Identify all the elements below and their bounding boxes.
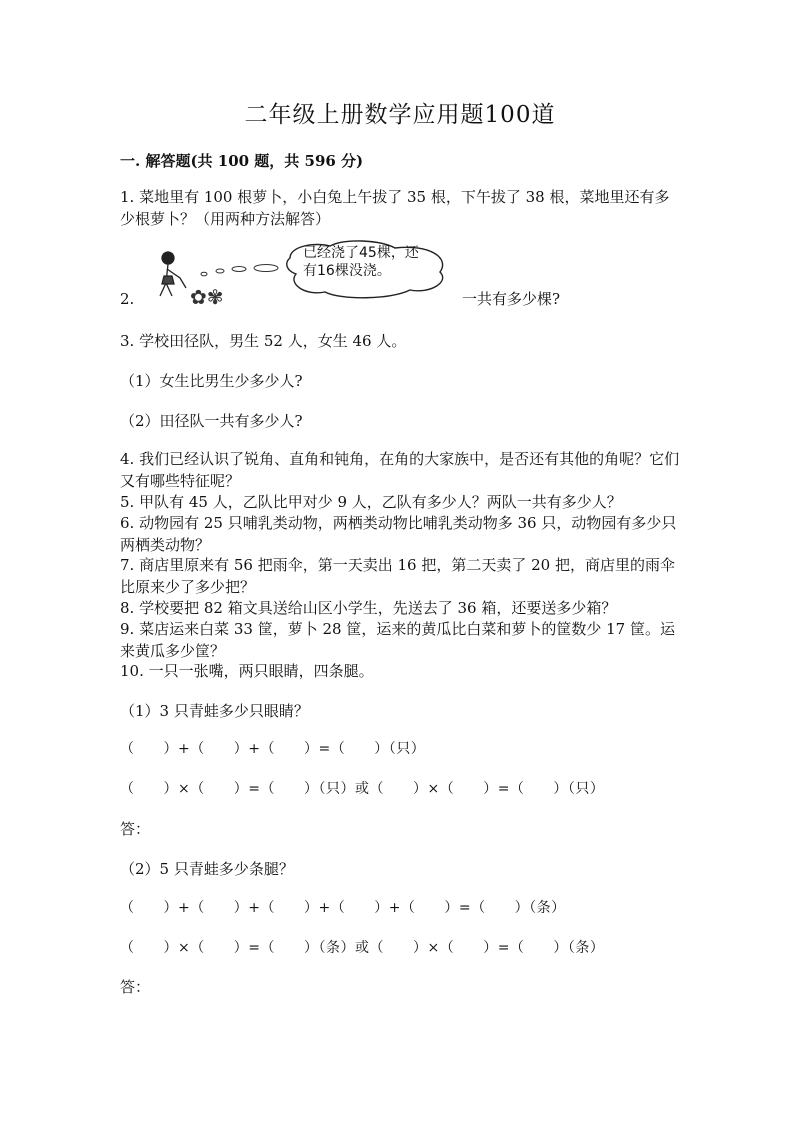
question-9: 9. 菜店运来白菜 33 筐，萝卜 28 筐，运来的黄瓜比白菜和萝卜的筐数少 17 筐。运来黄瓜多少筐？ bbox=[120, 620, 675, 660]
question-10-part-1: （1）3 只青蛙多少只眼睛？ bbox=[120, 702, 309, 720]
girl-figure-icon bbox=[160, 252, 186, 296]
svg-text:✿✾: ✿✾ bbox=[190, 285, 224, 309]
equation-2-multiplication: （ ）×（ ）=（ ）（条）或（ ）×（ ）=（ ）（条） bbox=[120, 940, 605, 956]
question-2-number: 2. bbox=[120, 290, 135, 308]
equation-2-addition: （ ）+（ ）+（ ）+（ ）+（ ）=（ ）（条） bbox=[120, 900, 566, 916]
section-heading: 一. 解答题(共 100 题，共 596 分) bbox=[120, 152, 364, 170]
question-3: 3. 学校田径队，男生 52 人，女生 46 人。 bbox=[120, 332, 407, 350]
question-1: 1. 菜地里有 100 根萝卜，小白兔上午拔了 35 根，下午拔了 38 根，菜地里还有多少根萝卜？（用两种方法解答） bbox=[120, 188, 670, 228]
question-4: 4. 我们已经认识了锐角、直角和钝角，在角的大家族中，是否还有其他的角呢？它们又有哪些特征呢？ bbox=[120, 450, 680, 490]
question-3-part-2: （2）田径队一共有多少人? bbox=[120, 412, 303, 430]
flowers-icon bbox=[190, 285, 224, 309]
question-5: 5. 甲队有 45 人，乙队比甲对少 9 人，乙队有多少人？两队一共有多少人？ bbox=[120, 493, 622, 511]
bubble-line-1: 已经浇了45棵，还 bbox=[303, 245, 419, 261]
question-6: 6. 动物园有 25 只哺乳类动物，两栖类动物比哺乳类动物多 36 只，动物园有多少只两栖类动物？ bbox=[120, 514, 677, 554]
question-8: 8. 学校要把 82 箱文具送给山区小学生，先送去了 36 箱，还要送多少箱？ bbox=[120, 599, 617, 617]
answer-label-1: 答： bbox=[120, 820, 151, 838]
bubble-line-2: 有16棵没浇。 bbox=[303, 263, 391, 279]
answer-label-2: 答： bbox=[120, 978, 151, 996]
equation-1-multiplication: （ ）×（ ）=（ ）（只）或（ ）×（ ）=（ ）（只） bbox=[120, 781, 605, 797]
question-3-part-1: （1）女生比男生少多少人? bbox=[120, 372, 303, 390]
equation-1-addition: （ ）+（ ）+（ ）=（ ）（只） bbox=[120, 741, 426, 757]
question-7: 7. 商店里原来有 56 把雨伞，第一天卖出 16 把，第二天卖了 20 把，商店里的雨伞比原来少了多少把？ bbox=[120, 556, 675, 596]
speech-bubble-text bbox=[303, 244, 419, 280]
question-10: 10. 一只一张嘴，两只眼睛，四条腿。 bbox=[120, 662, 374, 680]
question-10-part-2: （2）5 只青蛙多少条腿？ bbox=[120, 860, 294, 878]
question-2-text: 一共有多少棵? bbox=[462, 290, 561, 308]
page-title: 二年级上册数学应用题100道 bbox=[244, 102, 556, 128]
